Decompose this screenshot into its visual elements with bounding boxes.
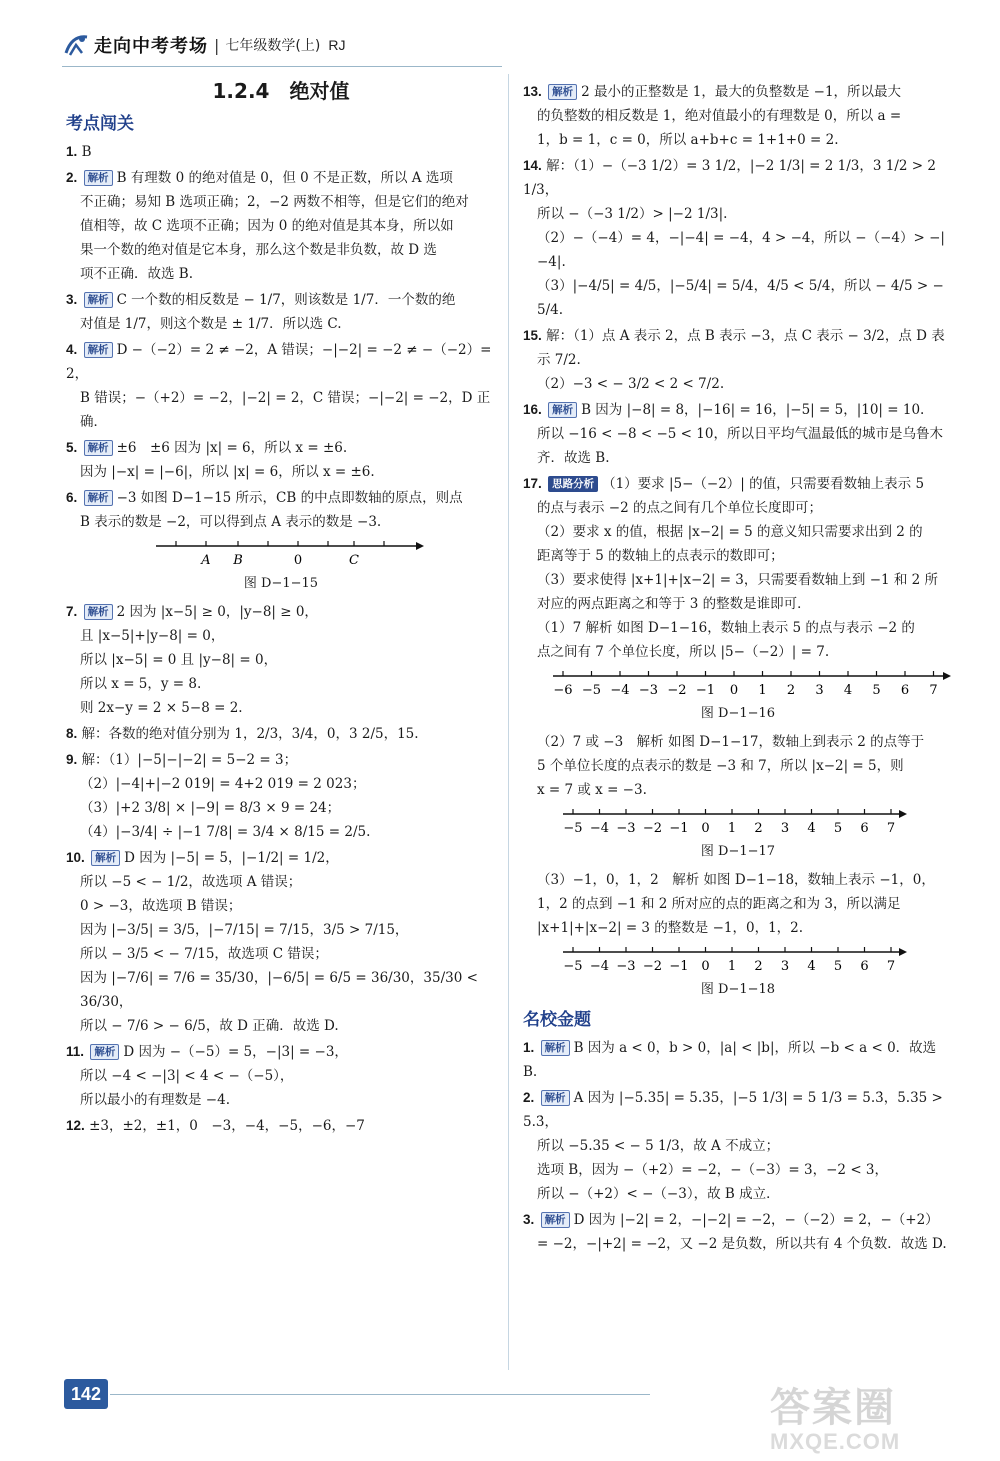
item-number: 4. bbox=[66, 342, 78, 357]
answer-item bbox=[66, 288, 496, 336]
number-line-d-1-16 bbox=[523, 668, 953, 702]
item-line: （2）要求 x 的值，根据 |x−2| = 5 的意义知只需要求出到 2 的 bbox=[537, 524, 923, 540]
item-number: 15. bbox=[523, 328, 542, 343]
tick-label: 3 bbox=[780, 959, 790, 974]
analysis-badge: 解析 bbox=[541, 1040, 570, 1056]
tick-label: −2 bbox=[667, 683, 687, 698]
tick-label: B bbox=[233, 553, 243, 568]
item-number: 1. bbox=[66, 144, 78, 159]
item-line: B 因为 |−8| = 8，|−16| = 16，|−5| = 5，|10| = 10. bbox=[581, 402, 925, 418]
tick-label: −3 bbox=[616, 959, 636, 974]
item-line: D 因为 −（−5）= 5，−|3| = −3， bbox=[123, 1044, 348, 1060]
answer-item bbox=[66, 140, 496, 164]
tick-label: 3 bbox=[780, 821, 790, 836]
answer-item bbox=[66, 748, 496, 844]
figure-caption-d-1-15: 图 D−1−15 bbox=[243, 576, 319, 591]
item-line: B 错误；−（+2）= −2，|−2| = 2，C 错误；−|−2| = −2，D 正确． bbox=[80, 390, 491, 430]
subject-label: 七年级数学(上) bbox=[225, 38, 321, 54]
analysis-badge: 解析 bbox=[90, 1044, 119, 1060]
text-line: （2）7 或 −3 解析 如图 D−1−17，数轴上到表示 2 的点等于 bbox=[537, 734, 925, 750]
tick-label: −2 bbox=[642, 959, 663, 974]
arrow-icon bbox=[899, 810, 907, 818]
analysis-badge: 解析 bbox=[548, 84, 577, 100]
item-line: （3）要求使得 |x+1|+|x−2| = 3，只需要看数轴上到 −1 和 2 所 bbox=[537, 572, 939, 588]
item-line: 选项 B，因为 −（+2）= −2，−（−3）= 3，−2 < 3， bbox=[537, 1162, 889, 1178]
tick-label: −5 bbox=[563, 959, 583, 974]
item-line: （2）−3 < − 3/2 < 2 < 7/2. bbox=[537, 376, 725, 392]
item-line: 所以最小的有理数是 −4. bbox=[80, 1092, 230, 1108]
item-line: 所以 −16 < −8 < −5 < 10，所以日平均气温最低的城市是乌鲁木 bbox=[537, 426, 943, 442]
item-line: 值相等，故 C 选项不正确；因为 0 的绝对值是其本身，所以如 bbox=[80, 218, 454, 234]
answer-item bbox=[66, 166, 496, 286]
tick-label: 4 bbox=[807, 821, 816, 836]
item-line: 的负整数的相反数是 1，绝对值最小的有理数是 0，所以 a = bbox=[537, 108, 902, 124]
item-line: 所以 −5.35 < − 5 1/3，故 A 不成立； bbox=[537, 1138, 780, 1154]
answer-item bbox=[523, 324, 953, 396]
item-number: 2. bbox=[523, 1090, 535, 1105]
arrow-icon bbox=[416, 542, 424, 550]
tick-label: 0 bbox=[701, 959, 710, 974]
tick-label: −4 bbox=[589, 821, 610, 836]
item-number: 7. bbox=[66, 604, 78, 619]
edition-label: RJ bbox=[328, 37, 346, 53]
analysis-badge: 解析 bbox=[84, 292, 113, 308]
tick-label: −1 bbox=[669, 959, 689, 974]
tick-label: A bbox=[201, 553, 211, 568]
part2-text bbox=[523, 730, 953, 802]
tick-label: 1 bbox=[758, 683, 767, 698]
number-line-d-1-17 bbox=[523, 806, 953, 840]
item-line: D 因为 |−5| = 5，|−1/2| = 1/2， bbox=[124, 850, 339, 866]
analysis-badge: 解析 bbox=[548, 402, 577, 418]
tick-label: 7 bbox=[886, 959, 896, 974]
item-line: B 表示的数是 −2，可以得到点 A 表示的数是 −3. bbox=[80, 514, 382, 530]
item-line: B 有理数 0 的绝对值是 0，但 0 不是正数，所以 A 选项 bbox=[116, 170, 453, 186]
tick-label: 7 bbox=[929, 683, 938, 698]
fig18-ticks bbox=[563, 947, 895, 974]
section-title: 1.2.4 绝对值 bbox=[212, 79, 350, 103]
tick-label: 1 bbox=[727, 821, 737, 836]
item-line: 1，b = 1，c = 0，所以 a+b+c = 1+1+0 = 2. bbox=[537, 132, 839, 148]
right-column bbox=[523, 78, 953, 1258]
answer-item bbox=[66, 1040, 496, 1112]
answer-item bbox=[66, 436, 496, 484]
item-line: ±3，±2，±1，0 −3，−4，−5，−6，−7 bbox=[89, 1118, 365, 1134]
analysis-badge: 解析 bbox=[541, 1212, 570, 1228]
item-number: 16. bbox=[523, 402, 542, 417]
item-line: （3）|+2 3/8| × |−9| = 8/3 × 9 = 24； bbox=[80, 800, 341, 816]
item-line: 所以 −（+2）< −（−3），故 B 成立． bbox=[537, 1186, 780, 1202]
watermark-logo bbox=[770, 1376, 970, 1452]
brand-title: 走向中考考场 bbox=[94, 36, 208, 57]
left-column bbox=[66, 76, 496, 1140]
item-line: 距离等于 5 的数轴上的点表示的数即可； bbox=[537, 548, 784, 564]
watermark-url: MXQE.COM bbox=[770, 1429, 901, 1454]
tick-label: −5 bbox=[563, 821, 583, 836]
item-line: = −2，−|+2| = −2，又 −2 是负数，所以共有 4 个负数．故选 D. bbox=[537, 1236, 947, 1252]
tick-label: 2 bbox=[786, 683, 796, 698]
tick-label: −4 bbox=[610, 683, 630, 698]
item-line: （3）|−4/5| = 4/5，|−5/4| = 5/4，4/5 < 5/4，所以 − 4/5 > − 5/4. bbox=[537, 278, 944, 318]
header-separator: | bbox=[214, 35, 220, 55]
number-line-d-1-18 bbox=[523, 944, 953, 978]
tick-label: 7 bbox=[886, 821, 896, 836]
analysis-badge: 解析 bbox=[84, 440, 113, 456]
figure-caption-d-1-16: 图 D−1−16 bbox=[700, 706, 776, 721]
item-number: 17. bbox=[523, 476, 542, 491]
arrow-icon bbox=[943, 672, 951, 680]
item-line: B bbox=[81, 144, 92, 160]
answer-item bbox=[66, 486, 496, 534]
item-number: 2. bbox=[66, 170, 78, 185]
answer-item bbox=[523, 1208, 953, 1256]
tick-label: 0 bbox=[729, 683, 739, 698]
tick-label: C bbox=[349, 553, 359, 568]
tick-label: 6 bbox=[900, 683, 910, 698]
tick-label: 5 bbox=[833, 821, 843, 836]
item-number: 5. bbox=[66, 440, 78, 455]
item-line: 因为 |−x| = |−6|，所以 |x| = 6，所以 x = ±6. bbox=[80, 464, 375, 480]
item-line: 项不正确．故选 B. bbox=[80, 266, 194, 282]
item-line: （4）|−3/4| ÷ |−1 7/8| = 3/4 × 8/15 = 2/5. bbox=[80, 824, 371, 840]
item-line: 且 |x−5|+|y−8| = 0， bbox=[80, 628, 225, 644]
item-line: 所以 − 7/6 > − 6/5，故 D 正确．故选 D. bbox=[80, 1018, 339, 1034]
analysis-badge: 解析 bbox=[84, 490, 113, 506]
item-line: 对应的两点距离之和等于 3 的整数是谁即可． bbox=[537, 596, 811, 612]
item-number: 14. bbox=[523, 158, 542, 173]
tick-label: 6 bbox=[860, 821, 869, 836]
tick-label: 1 bbox=[727, 959, 737, 974]
item-number: 10. bbox=[66, 850, 85, 865]
answer-item bbox=[523, 398, 953, 470]
item-line: （2）−（−4）= 4，−|−4| = −4，4 > −4，所以 −（−4）> −|−4|. bbox=[537, 230, 945, 270]
item-number: 9. bbox=[66, 752, 78, 767]
part3-text bbox=[523, 868, 953, 940]
analysis-badge: 解析 bbox=[91, 850, 120, 866]
analysis-badge: 解析 bbox=[541, 1090, 570, 1106]
tick-label: −1 bbox=[695, 683, 716, 698]
answer-item bbox=[66, 722, 496, 746]
item-number: 6. bbox=[66, 490, 78, 505]
item-line: 则 2x−y = 2 × 5−8 = 2. bbox=[80, 700, 243, 716]
figure-caption-d-1-17: 图 D−1−17 bbox=[700, 844, 776, 859]
item-number: 3. bbox=[523, 1212, 535, 1227]
tick-label: 0 bbox=[293, 553, 303, 568]
fig16-ticks bbox=[553, 671, 937, 698]
item-line: −3 如图 D−1−15 所示，CB 的中点即数轴的原点，则点 bbox=[116, 490, 463, 506]
tick-label: 2 bbox=[754, 821, 763, 836]
tick-label: −3 bbox=[616, 821, 636, 836]
item-line: 点之间有 7 个单位长度，所以 |5−（−2）| = 7. bbox=[537, 644, 830, 660]
text-line: 5 个单位长度的点表示的数是 −3 和 7，所以 |x−2| = 5，则 bbox=[537, 758, 904, 774]
answer-item bbox=[523, 1036, 953, 1084]
page-number: 142 bbox=[64, 1379, 108, 1409]
tick-label: 5 bbox=[833, 959, 843, 974]
item-line: 示 7/2. bbox=[537, 352, 581, 368]
fig17-ticks bbox=[563, 809, 895, 836]
item-line: 因为 |−3/5| = 3/5，|−7/15| = 7/15，3/5 > 7/15， bbox=[80, 922, 409, 938]
text-line: |x+1|+|x−2| = 3 的整数是 −1，0，1，2. bbox=[537, 920, 804, 936]
tick-label: 4 bbox=[843, 683, 853, 698]
tick-label: −1 bbox=[669, 821, 689, 836]
answer-list-4 bbox=[523, 1036, 953, 1256]
item-line: 不正确；易知 B 选项正确；2，−2 两数不相等，但是它们的绝对 bbox=[80, 194, 469, 210]
item-line: B 因为 a < 0，b > 0，|a| < |b|，所以 −b < a < 0．故选 B. bbox=[523, 1040, 937, 1080]
item-line: 解：（1）点 A 表示 2，点 B 表示 −3，点 C 表示 − 3/2，点 D 表 bbox=[546, 328, 945, 344]
item-line: （1）7 解析 如图 D−1−16，数轴上表示 5 的点与表示 −2 的 bbox=[537, 620, 915, 636]
item-line: 所以 −（−3 1/2）> |−2 1/3|. bbox=[537, 206, 728, 222]
analysis-badge: 解析 bbox=[84, 342, 113, 358]
answer-list-3 bbox=[523, 80, 953, 664]
text-line: x = 7 或 x = −3. bbox=[537, 782, 647, 798]
item-line: 所以 −4 < −|3| < 4 < −（−5）， bbox=[80, 1068, 294, 1084]
answer-item bbox=[66, 600, 496, 720]
item-number: 8. bbox=[66, 726, 78, 741]
item-line: 所以 x = 5，y = 8. bbox=[80, 676, 202, 692]
analysis-badge: 解析 bbox=[84, 170, 113, 186]
answer-item bbox=[523, 80, 953, 152]
watermark-title: 答案圈 bbox=[770, 1385, 896, 1431]
figure-caption-d-1-18: 图 D−1−18 bbox=[700, 982, 776, 997]
tick-label: 5 bbox=[872, 683, 881, 698]
tick-label: −5 bbox=[581, 683, 602, 698]
answer-item bbox=[523, 154, 953, 322]
item-line: 齐．故选 B. bbox=[537, 450, 610, 466]
answer-item bbox=[66, 338, 496, 434]
runner-logo-icon bbox=[62, 31, 90, 59]
tick-label: −4 bbox=[589, 959, 610, 974]
tick-label: −2 bbox=[642, 821, 663, 836]
running-header bbox=[62, 32, 345, 58]
answer-item bbox=[523, 472, 953, 664]
number-line-d-1-15 bbox=[66, 538, 496, 572]
item-line: 解：（1）|−5|−|−2| = 5−2 = 3； bbox=[81, 752, 298, 768]
item-line: 所以 |x−5| = 0 且 |y−8| = 0， bbox=[80, 652, 278, 668]
item-line: A 因为 |−5.35| = 5.35，|−5 1/3| = 5 1/3 = 5.3̇，5.35 > 5.3̇， bbox=[523, 1090, 943, 1130]
item-number: 12. bbox=[66, 1118, 85, 1133]
item-line: 所以 − 3/5 < − 7/15，故选项 C 错误； bbox=[80, 946, 328, 962]
tick-label: 0 bbox=[701, 821, 710, 836]
item-line: 0 > −3，故选项 B 错误； bbox=[80, 898, 242, 914]
answer-item bbox=[66, 846, 496, 1038]
item-line: D −（−2）= 2 ≠ −2，A 错误；−|−2| = −2 ≠ −（−2）= 2， bbox=[66, 342, 492, 382]
answer-list-2 bbox=[66, 600, 496, 1138]
tick-label: 3 bbox=[815, 683, 824, 698]
item-line: 2 因为 |x−5| ≥ 0，|y−8| ≥ 0， bbox=[116, 604, 318, 620]
item-line: （1）要求 |5−（−2）| 的值，只需要看数轴上表示 5 bbox=[602, 476, 925, 492]
item-number: 3. bbox=[66, 292, 78, 307]
item-line: 的点与表示 −2 的点之间有几个单位长度即可； bbox=[537, 500, 822, 516]
item-number: 1. bbox=[523, 1040, 535, 1055]
item-number: 11. bbox=[66, 1044, 85, 1059]
answer-item bbox=[523, 1086, 953, 1206]
footer-rule bbox=[110, 1394, 650, 1395]
section-heading-kaodian: 考点闯关 bbox=[66, 114, 134, 134]
column-divider bbox=[508, 74, 509, 1370]
item-line: 果一个数的绝对值是它本身，那么这个数是非负数，故 D 选 bbox=[80, 242, 437, 258]
header-rule bbox=[62, 66, 502, 67]
tick-label: 4 bbox=[807, 959, 816, 974]
tick-label: 2 bbox=[754, 959, 763, 974]
tick-label: 6 bbox=[860, 959, 869, 974]
item-line: ±6 ±6 因为 |x| = 6，所以 x = ±6. bbox=[116, 440, 348, 456]
item-line: C 一个数的相反数是 − 1/7，则该数是 1/7．一个数的绝 bbox=[116, 292, 456, 308]
fig15-ticks bbox=[176, 541, 384, 568]
item-line: D 因为 |−2| = 2，−|−2| = −2，−（−2）= 2，−（+2） bbox=[573, 1212, 939, 1228]
analysis-badge: 解析 bbox=[84, 604, 113, 620]
item-line: 2 最小的正整数是 1，最大的负整数是 −1，所以最大 bbox=[581, 84, 902, 100]
analysis-badge: 思路分析 bbox=[548, 476, 598, 492]
item-line: 所以 −5 < − 1/2，故选项 A 错误； bbox=[80, 874, 302, 890]
item-line: 解：各数的绝对值分别为 1，2/3，3/4，0，3 2/5，15. bbox=[81, 726, 419, 742]
item-number: 13. bbox=[523, 84, 542, 99]
tick-label: −6 bbox=[553, 683, 573, 698]
answer-item bbox=[66, 1114, 496, 1138]
item-line: （2）|−4|+|−2 019| = 4+2 019 = 2 023； bbox=[80, 776, 366, 792]
item-line: 对值是 1/7，则这个数是 ± 1/7．所以选 C. bbox=[80, 316, 342, 332]
item-line: 解：（1）−（−3 1/2）= 3 1/2，|−2 1/3| = 2 1/3，3 1/2 > 2 1/3， bbox=[523, 158, 936, 198]
tick-label: −3 bbox=[638, 683, 659, 698]
text-line: （3）−1，0，1，2 解析 如图 D−1−18，数轴上表示 −1，0， bbox=[537, 872, 935, 888]
item-line: 因为 |−7/6| = 7/6 = 35/30，|−6/5| = 6/5 = 36/30，35/30 < 36/30， bbox=[80, 970, 478, 1010]
section-heading-mingxiao: 名校金题 bbox=[523, 1010, 591, 1030]
text-line: 1，2 的点到 −1 和 2 所对应的点的距离之和为 3，所以满足 bbox=[537, 896, 901, 912]
arrow-icon bbox=[899, 948, 907, 956]
answer-list-1 bbox=[66, 140, 496, 534]
